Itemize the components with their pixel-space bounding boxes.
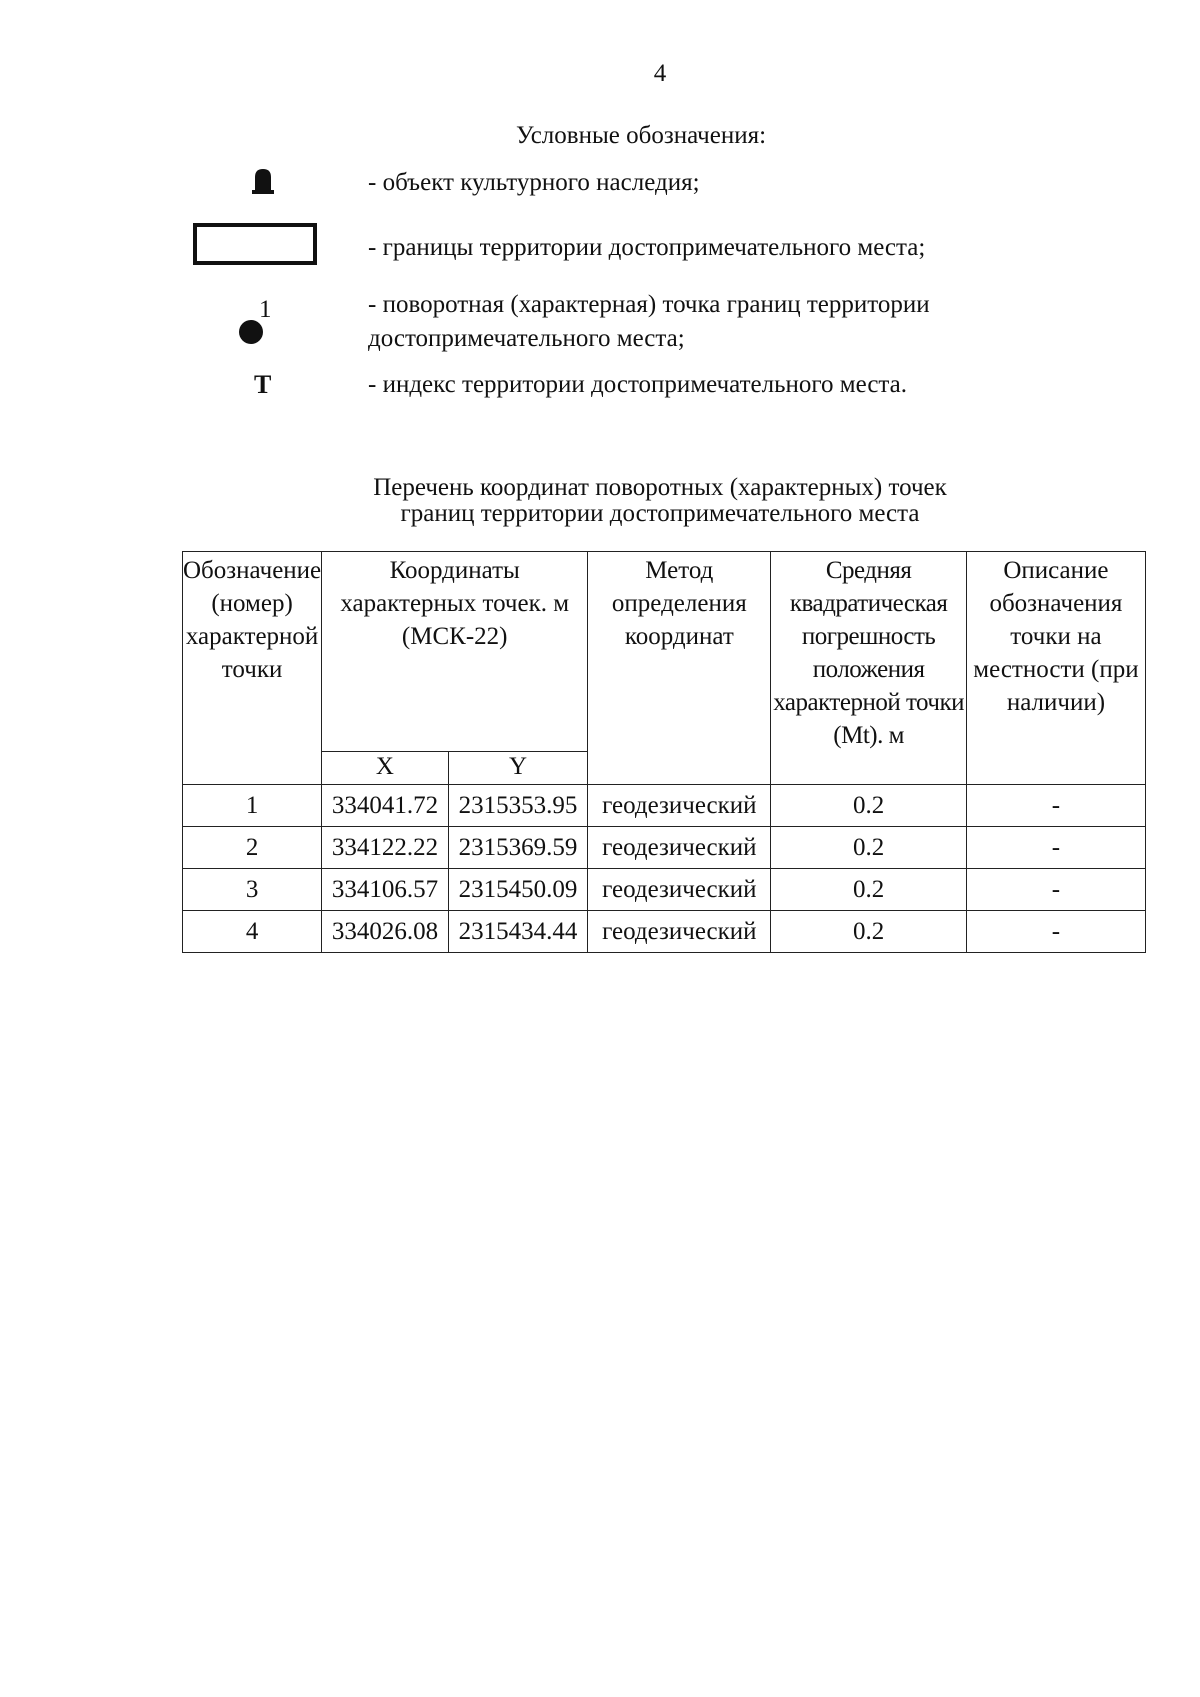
table-title-line1: Перечень координат поворотных (характерных) точек bbox=[373, 474, 947, 501]
cell-error: 0.2 bbox=[771, 827, 966, 869]
cell-number: 1 bbox=[183, 785, 322, 827]
table-row bbox=[183, 869, 1146, 911]
cell-y: 2315450.09 bbox=[448, 869, 588, 911]
cell-x: 334041.72 bbox=[322, 785, 449, 827]
legend-text: - границы территории достопримечательного места; bbox=[368, 234, 926, 261]
table-title bbox=[0, 475, 1200, 527]
table-row bbox=[183, 911, 1146, 953]
header-method: Метод определения координат bbox=[588, 552, 771, 785]
cell-error: 0.2 bbox=[771, 911, 966, 953]
cell-x: 334026.08 bbox=[322, 911, 449, 953]
cell-description: - bbox=[966, 911, 1145, 953]
cell-method: геодезический bbox=[588, 911, 771, 953]
point-number: 1 bbox=[259, 296, 272, 323]
cell-method: геодезический bbox=[588, 785, 771, 827]
table-title-line2: границ территории достопримечательного места bbox=[400, 500, 920, 527]
legend-text: - поворотная (характерная) точка границ территории достопримечательного места; bbox=[368, 291, 930, 352]
legend-text: - объект культурного наследия; bbox=[368, 169, 700, 196]
cell-description: - bbox=[966, 827, 1145, 869]
cell-number: 3 bbox=[183, 869, 322, 911]
cell-x: 334106.57 bbox=[322, 869, 449, 911]
turning-point-icon bbox=[237, 296, 277, 344]
cell-error: 0.2 bbox=[771, 785, 966, 827]
header-error: Средняя квадратическая погрешность положения характерной точки (Mt). м bbox=[771, 552, 966, 785]
index-letter: Т bbox=[254, 370, 272, 399]
cell-y: 2315369.59 bbox=[448, 827, 588, 869]
monument-icon bbox=[252, 168, 274, 194]
header-y: Y bbox=[448, 751, 588, 784]
cell-number: 4 bbox=[183, 911, 322, 953]
header-description: Описание обозначения точки на местности (при наличии) bbox=[966, 552, 1145, 785]
header-x: X bbox=[322, 751, 449, 784]
cell-description: - bbox=[966, 869, 1145, 911]
header-number: Обозначение (номер) характерной точки bbox=[183, 552, 322, 785]
cell-number: 2 bbox=[183, 827, 322, 869]
table-row bbox=[183, 827, 1146, 869]
cell-error: 0.2 bbox=[771, 869, 966, 911]
cell-x: 334122.22 bbox=[322, 827, 449, 869]
table-header-row bbox=[183, 552, 1146, 752]
page-number: 4 bbox=[653, 60, 667, 87]
boundary-rectangle-icon bbox=[193, 223, 317, 265]
cell-description: - bbox=[966, 785, 1145, 827]
cell-method: геодезический bbox=[588, 827, 771, 869]
table-row bbox=[183, 785, 1146, 827]
cell-y: 2315434.44 bbox=[448, 911, 588, 953]
cell-method: геодезический bbox=[588, 869, 771, 911]
cell-y: 2315353.95 bbox=[448, 785, 588, 827]
coordinates-table bbox=[182, 551, 1146, 953]
header-coords: Координаты характерных точек. м (МСК-22) bbox=[322, 552, 588, 752]
legend-title: Условные обозначения: bbox=[516, 122, 767, 149]
legend-text: - индекс территории достопримечательного места. bbox=[368, 371, 908, 398]
